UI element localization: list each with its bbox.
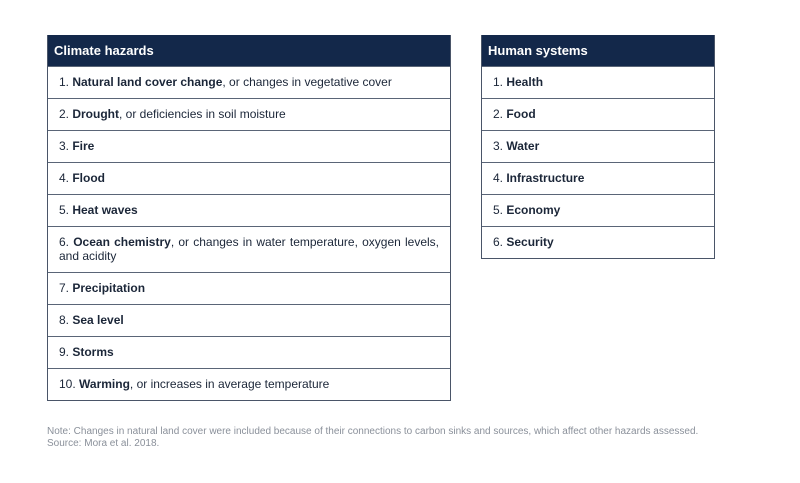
row-term: Water — [506, 139, 540, 153]
row-term: Sea level — [72, 313, 124, 327]
row-term: Natural land cover change — [72, 75, 223, 89]
table-row — [482, 130, 714, 162]
table-row — [482, 162, 714, 194]
table-row — [48, 304, 450, 336]
table-header: Climate hazards — [48, 35, 450, 66]
table-row — [482, 226, 714, 258]
source-text: Source: Mora et al. 2018. — [47, 438, 160, 449]
table-row — [48, 66, 450, 98]
row-num: 5. — [493, 203, 507, 217]
table-row — [48, 162, 450, 194]
row-rest: , or deficiencies in soil moisture — [119, 107, 286, 121]
row-rest: , or changes in water temperature, oxygen levels, and acidity — [59, 235, 440, 263]
row-num: 3. — [59, 139, 73, 153]
table-row — [482, 98, 714, 130]
row-term: Precipitation — [72, 281, 146, 295]
table-row — [48, 336, 450, 368]
row-term: Fire — [72, 139, 95, 153]
note-text: Note: Changes in natural land cover were included because of their connections to carbon sinks and sources, which affect other hazards assessed. — [47, 426, 699, 437]
row-term: Drought — [72, 107, 119, 121]
row-num: 4. — [493, 171, 507, 185]
row-term: Storms — [72, 345, 114, 359]
human-systems-table — [481, 35, 715, 259]
table-row — [48, 130, 450, 162]
table-row — [48, 368, 450, 400]
table-row — [48, 194, 450, 226]
row-rest: , or changes in vegetative cover — [222, 75, 392, 89]
row-num: 4. — [59, 171, 73, 185]
table-row — [482, 66, 714, 98]
row-num: 1. — [59, 75, 73, 89]
climate-hazards-table — [47, 35, 451, 401]
row-term: Ocean chemistry — [73, 235, 171, 249]
footnote — [47, 426, 698, 450]
row-term: Economy — [506, 203, 561, 217]
row-num: 8. — [59, 313, 73, 327]
row-num: 2. — [493, 107, 507, 121]
row-num: 10. — [59, 377, 80, 391]
row-term: Security — [506, 235, 554, 249]
row-num: 7. — [59, 281, 73, 295]
row-term: Flood — [72, 171, 105, 185]
row-term: Infrastructure — [506, 171, 585, 185]
row-num: 5. — [59, 203, 73, 217]
table-row — [48, 98, 450, 130]
row-rest: , or increases in average temperature — [129, 377, 330, 391]
row-term: Food — [506, 107, 536, 121]
row-num: 6. — [59, 235, 74, 249]
table-row — [48, 226, 450, 272]
row-term: Warming — [79, 377, 130, 391]
row-num: 2. — [59, 107, 73, 121]
row-num: 6. — [493, 235, 507, 249]
table-header: Human systems — [482, 35, 714, 66]
row-num: 1. — [493, 75, 507, 89]
row-num: 3. — [493, 139, 507, 153]
row-term: Health — [506, 75, 544, 89]
row-num: 9. — [59, 345, 73, 359]
row-term: Heat waves — [72, 203, 138, 217]
table-row — [48, 272, 450, 304]
table-row — [482, 194, 714, 226]
